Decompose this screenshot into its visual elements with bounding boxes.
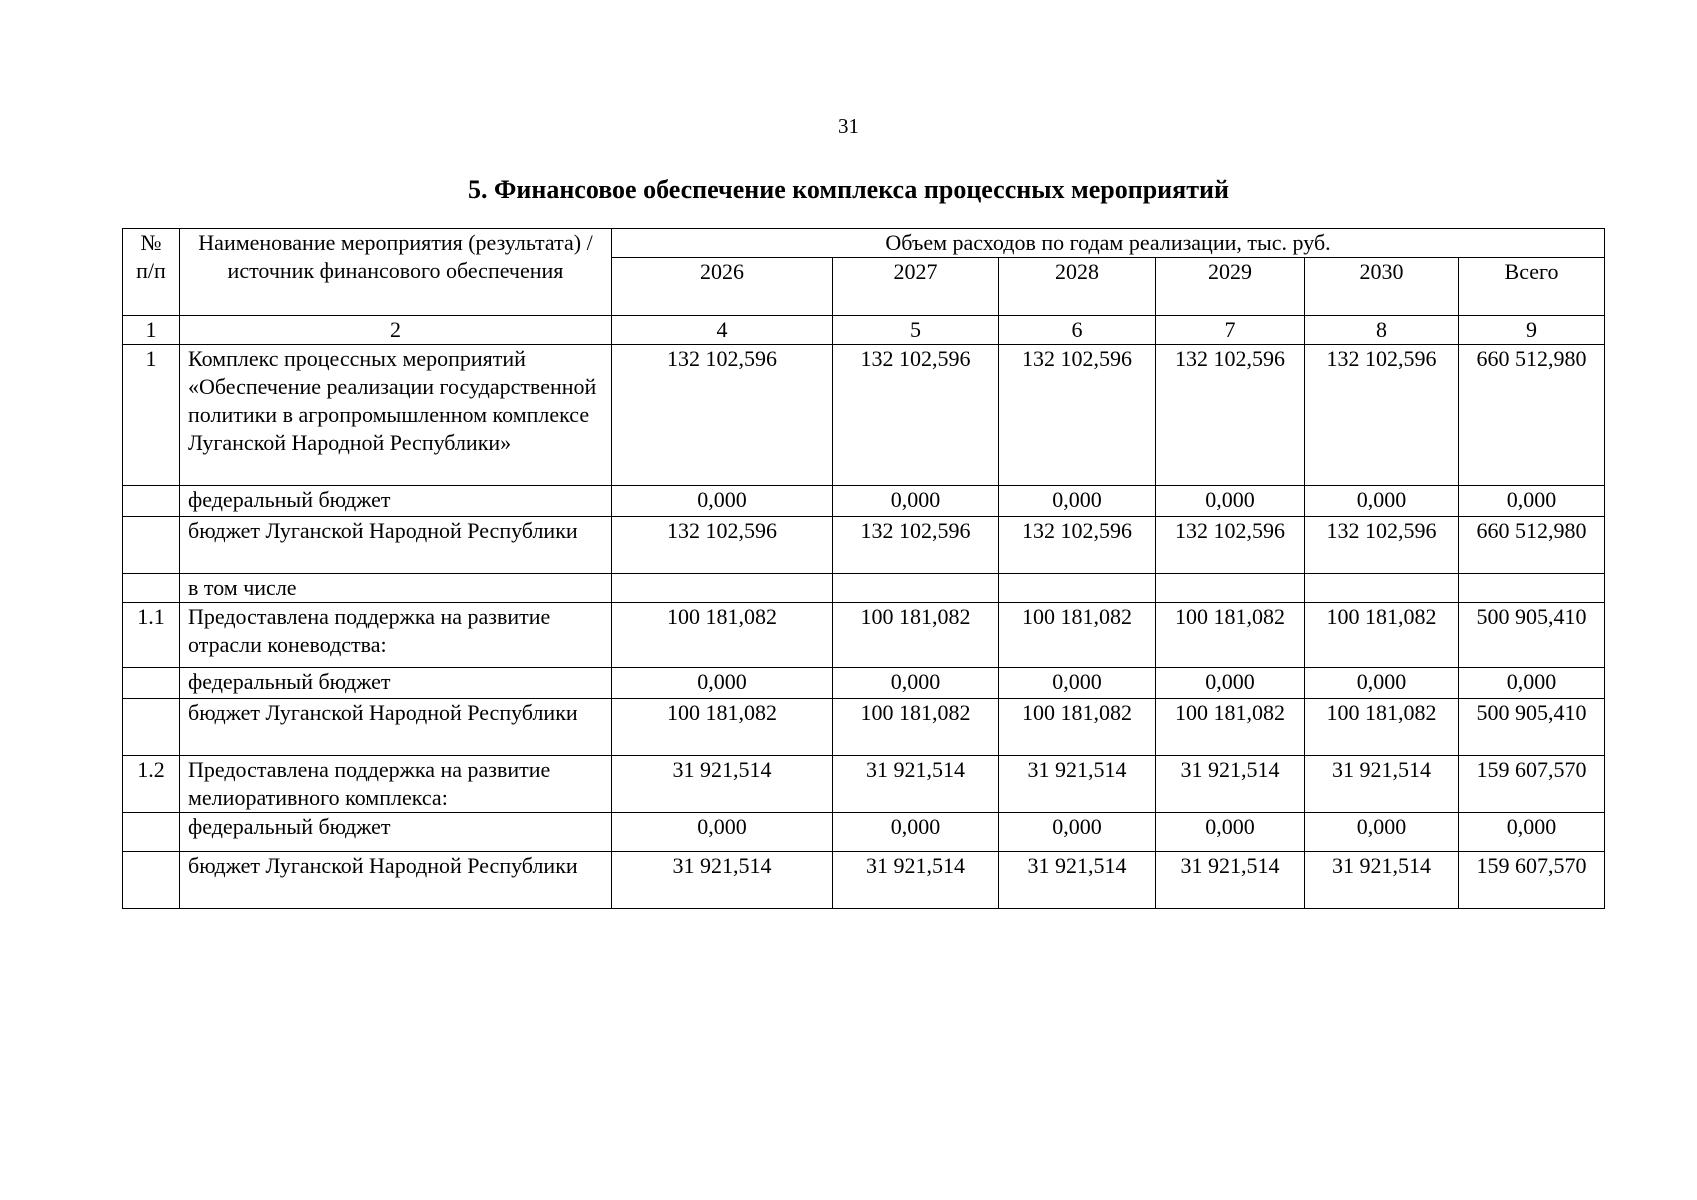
row-year-value: 100 181,082 <box>999 699 1156 756</box>
header-row-top <box>123 229 1605 258</box>
header-year: 2030 <box>1305 258 1459 316</box>
row-year-value: 31 921,514 <box>999 756 1156 813</box>
row-year-value: 100 181,082 <box>1305 699 1459 756</box>
row-year-value <box>999 574 1156 603</box>
column-number: 5 <box>833 316 999 345</box>
row-number <box>123 813 180 852</box>
row-name: бюджет Луганской Народной Республики <box>180 852 612 909</box>
row-year-value: 0,000 <box>612 813 833 852</box>
row-number <box>123 699 180 756</box>
row-name: Предоставлена поддержка на развитие мелиоративного комплекса: <box>180 756 612 813</box>
section-title: 5. Финансовое обеспечение комплекса процессных мероприятий <box>468 175 1229 204</box>
column-number-row <box>123 316 1605 345</box>
column-number: 8 <box>1305 316 1459 345</box>
row-total-value: 159 607,570 <box>1459 756 1605 813</box>
row-year-value: 31 921,514 <box>612 756 833 813</box>
row-total-value: 500 905,410 <box>1459 699 1605 756</box>
row-year-value: 132 102,596 <box>1305 345 1459 486</box>
row-year-value: 0,000 <box>999 486 1156 517</box>
row-name: федеральный бюджет <box>180 668 612 699</box>
header-total: Всего <box>1459 258 1605 316</box>
header-year: 2028 <box>999 258 1156 316</box>
row-total-value: 0,000 <box>1459 813 1605 852</box>
row-total-value <box>1459 574 1605 603</box>
header-year: 2027 <box>833 258 999 316</box>
column-number: 4 <box>612 316 833 345</box>
row-name: бюджет Луганской Народной Республики <box>180 517 612 574</box>
row-year-value: 0,000 <box>999 668 1156 699</box>
table-row <box>123 852 1605 909</box>
row-year-value: 100 181,082 <box>1156 699 1305 756</box>
row-year-value: 31 921,514 <box>612 852 833 909</box>
table-row <box>123 668 1605 699</box>
column-number: 1 <box>123 316 180 345</box>
row-year-value: 132 102,596 <box>833 345 999 486</box>
row-number <box>123 668 180 699</box>
header-volume: Объем расходов по годам реализации, тыс. руб. <box>612 229 1605 258</box>
row-year-value: 100 181,082 <box>999 603 1156 668</box>
header-year: 2026 <box>612 258 833 316</box>
row-year-value: 0,000 <box>1156 486 1305 517</box>
row-year-value <box>612 574 833 603</box>
row-year-value: 0,000 <box>1305 813 1459 852</box>
row-number: 1.2 <box>123 756 180 813</box>
row-year-value: 31 921,514 <box>999 852 1156 909</box>
row-total-value: 159 607,570 <box>1459 852 1605 909</box>
table-row <box>123 574 1605 603</box>
row-year-value: 100 181,082 <box>1156 603 1305 668</box>
row-name: Комплекс процессных мероприятий «Обеспечение реализации государственной политики в агропромышленном комплексе Луганской Народной Республики» <box>180 345 612 486</box>
column-number: 9 <box>1459 316 1605 345</box>
row-year-value: 132 102,596 <box>1156 517 1305 574</box>
row-name: федеральный бюджет <box>180 486 612 517</box>
financing-table <box>122 228 1605 909</box>
row-year-value: 132 102,596 <box>612 517 833 574</box>
column-number: 6 <box>999 316 1156 345</box>
row-year-value: 132 102,596 <box>1156 345 1305 486</box>
row-number <box>123 486 180 517</box>
column-number: 2 <box>180 316 612 345</box>
row-total-value: 660 512,980 <box>1459 345 1605 486</box>
row-year-value: 0,000 <box>833 668 999 699</box>
row-total-value: 660 512,980 <box>1459 517 1605 574</box>
row-total-value: 500 905,410 <box>1459 603 1605 668</box>
row-number: 1 <box>123 345 180 486</box>
row-year-value: 100 181,082 <box>833 603 999 668</box>
row-year-value: 132 102,596 <box>833 517 999 574</box>
row-year-value: 31 921,514 <box>1156 852 1305 909</box>
table-row <box>123 517 1605 574</box>
row-year-value: 0,000 <box>612 486 833 517</box>
table-row <box>123 603 1605 668</box>
row-year-value: 132 102,596 <box>999 345 1156 486</box>
row-number <box>123 852 180 909</box>
row-year-value: 0,000 <box>833 486 999 517</box>
row-year-value: 132 102,596 <box>1305 517 1459 574</box>
row-year-value: 31 921,514 <box>1305 756 1459 813</box>
row-year-value: 31 921,514 <box>1156 756 1305 813</box>
row-total-value: 0,000 <box>1459 486 1605 517</box>
row-name: в том числе <box>180 574 612 603</box>
row-year-value: 100 181,082 <box>612 699 833 756</box>
row-year-value <box>1305 574 1459 603</box>
row-year-value: 100 181,082 <box>1305 603 1459 668</box>
row-year-value: 0,000 <box>1156 813 1305 852</box>
row-year-value: 31 921,514 <box>833 756 999 813</box>
row-year-value: 0,000 <box>1305 668 1459 699</box>
row-year-value: 31 921,514 <box>1305 852 1459 909</box>
row-name: Предоставлена поддержка на развитие отрасли коневодства: <box>180 603 612 668</box>
row-number <box>123 574 180 603</box>
table-row <box>123 756 1605 813</box>
table-row <box>123 486 1605 517</box>
row-year-value: 31 921,514 <box>833 852 999 909</box>
row-number <box>123 517 180 574</box>
row-year-value <box>1156 574 1305 603</box>
row-year-value: 100 181,082 <box>612 603 833 668</box>
row-year-value <box>833 574 999 603</box>
table-row <box>123 813 1605 852</box>
row-total-value: 0,000 <box>1459 668 1605 699</box>
row-year-value: 0,000 <box>612 668 833 699</box>
column-number: 7 <box>1156 316 1305 345</box>
table-row <box>123 345 1605 486</box>
header-name: Наименование мероприятия (результата) / источник финансового обеспечения <box>180 229 612 316</box>
row-year-value: 0,000 <box>999 813 1156 852</box>
row-name: бюджет Луганской Народной Республики <box>180 699 612 756</box>
row-name: федеральный бюджет <box>180 813 612 852</box>
row-year-value: 132 102,596 <box>612 345 833 486</box>
row-number: 1.1 <box>123 603 180 668</box>
header-year: 2029 <box>1156 258 1305 316</box>
header-no: № п/п <box>123 229 180 316</box>
page-number: 31 <box>838 114 859 138</box>
row-year-value: 0,000 <box>833 813 999 852</box>
row-year-value: 0,000 <box>1305 486 1459 517</box>
table-row <box>123 699 1605 756</box>
row-year-value: 132 102,596 <box>999 517 1156 574</box>
row-year-value: 100 181,082 <box>833 699 999 756</box>
row-year-value: 0,000 <box>1156 668 1305 699</box>
